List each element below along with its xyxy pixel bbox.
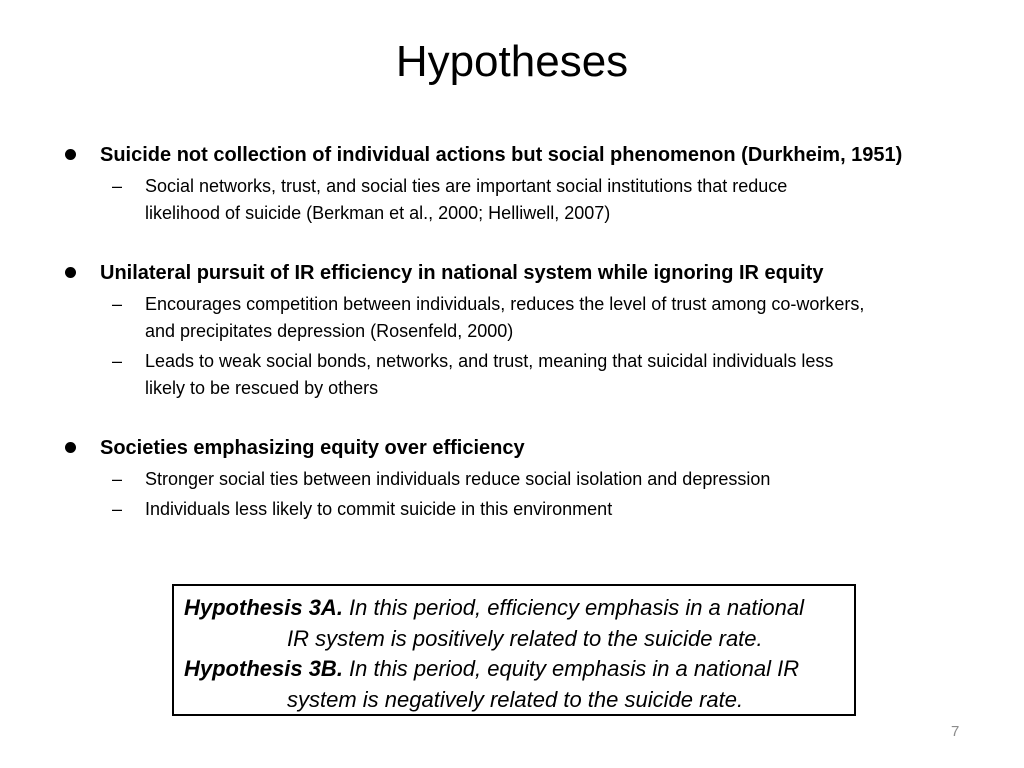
bullet-text: Unilateral pursuit of IR efficiency in national system while ignoring IR equity: [100, 262, 824, 284]
bullet-text: Societies emphasizing equity over efficiency: [100, 437, 525, 459]
sub-bullet: [60, 173, 1000, 227]
hypothesis-line: [184, 654, 844, 685]
bullet-heading: [60, 258, 1000, 288]
sub-bullet-text: Encourages competition between individuals, reduces the level of trust among co-workers,: [145, 294, 865, 314]
sub-bullet-text: Stronger social ties between individuals reduce social isolation and depression: [145, 469, 771, 489]
sub-bullet: [60, 348, 1000, 402]
bullet-dot-icon: [65, 149, 76, 160]
bullet-text: Suicide not collection of individual actions but social phenomenon (Durkheim, 1951): [100, 144, 903, 166]
hypothesis-text: In this period, efficiency emphasis in a national: [342, 595, 804, 620]
bullet-heading: [60, 433, 1000, 463]
hypothesis-line: [184, 593, 844, 624]
hypothesis-text-cont: IR system is positively related to the suicide rate.: [287, 625, 763, 651]
hypothesis-box: [172, 584, 856, 716]
hypothesis-text: In this period, equity emphasis in a national IR: [342, 656, 800, 681]
sub-bullet-text: Leads to weak social bonds, networks, and trust, meaning that suicidal individuals less: [145, 351, 834, 371]
sub-bullet: [60, 291, 1000, 345]
bullet-dot-icon: [65, 442, 76, 453]
dash-icon: –: [112, 469, 123, 489]
bullet-item: [60, 258, 1000, 402]
sub-bullet: [60, 466, 1000, 493]
sub-bullet-text-cont: likelihood of suicide (Berkman et al., 2000; Helliwell, 2007): [145, 203, 611, 223]
bullet-item: [60, 433, 1000, 523]
sub-bullet-text: Social networks, trust, and social ties are important social institutions that reduce: [145, 176, 788, 196]
dash-icon: –: [112, 499, 123, 519]
hypothesis-label: Hypothesis 3A.: [184, 595, 343, 620]
dash-icon: –: [112, 294, 123, 314]
sub-bullet-text-cont: and precipitates depression (Rosenfeld, 2000): [145, 321, 514, 341]
sub-bullet: [60, 496, 1000, 523]
bullet-list: [60, 140, 1000, 554]
hypothesis-label: Hypothesis 3B.: [184, 656, 343, 681]
sub-bullet-text: Individuals less likely to commit suicide in this environment: [145, 499, 613, 519]
slide-title: Hypotheses: [395, 37, 629, 86]
dash-icon: –: [112, 351, 123, 371]
bullet-heading: [60, 140, 1000, 170]
bullet-dot-icon: [65, 267, 76, 278]
sub-bullet-text-cont: likely to be rescued by others: [145, 378, 379, 398]
page-number: 7: [951, 723, 960, 740]
dash-icon: –: [112, 176, 123, 196]
hypothesis-text-cont: system is negatively related to the suicide rate.: [287, 686, 744, 712]
bullet-item: [60, 140, 1000, 227]
